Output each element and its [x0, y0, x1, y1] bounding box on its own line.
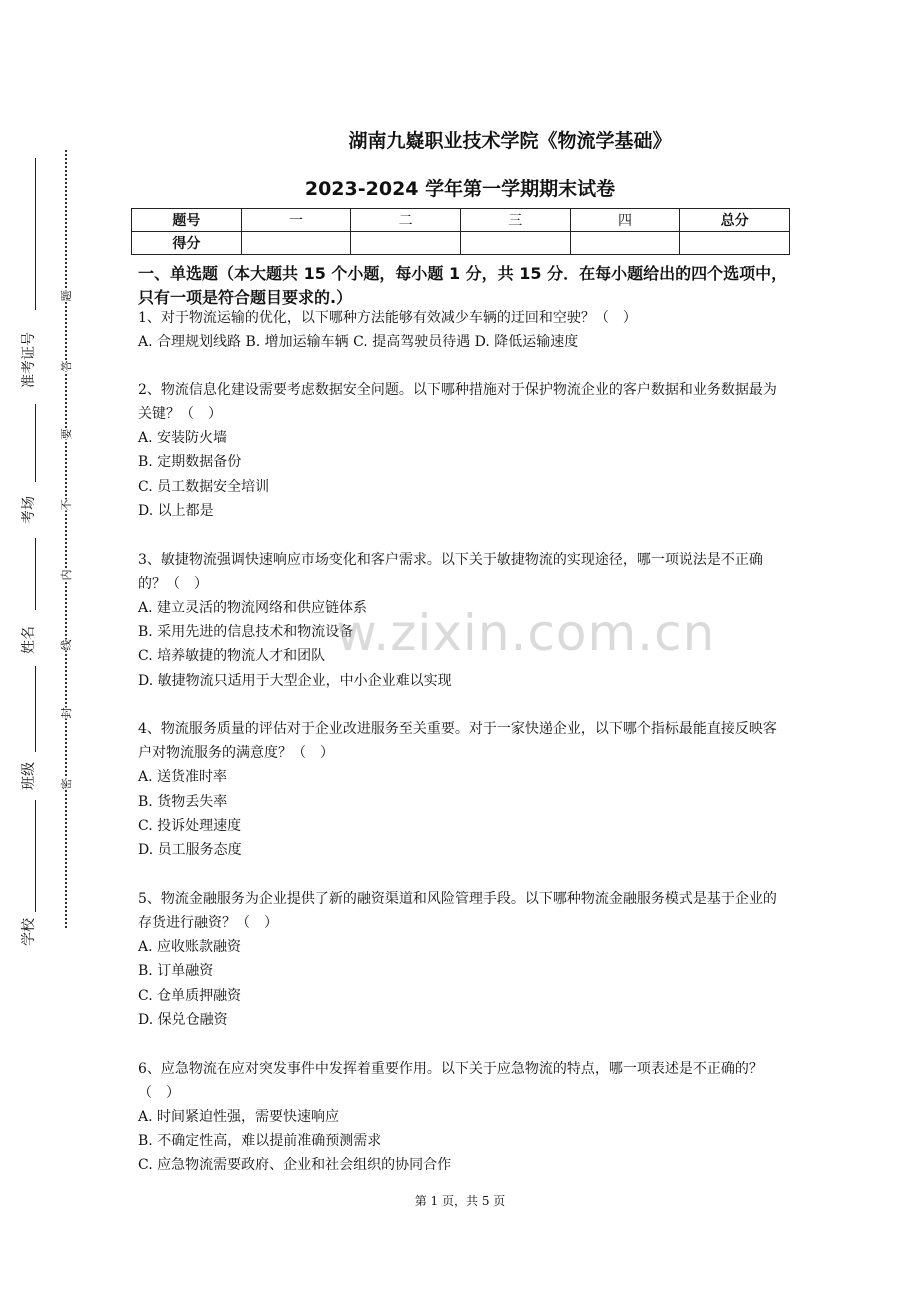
watermark: w.zixin.com.cn: [336, 604, 716, 662]
option: B. 不确定性高，难以提前准确预测需求: [138, 1132, 382, 1149]
seal-dotted-line: [65, 150, 67, 928]
field-line-name: [35, 538, 36, 610]
question: [138, 306, 788, 354]
seal-char: 题: [56, 291, 76, 302]
field-exam-id: 准考证号: [21, 332, 37, 388]
score-table-score-row: [132, 232, 790, 255]
field-name: 姓名: [21, 626, 37, 654]
option: D. 敏捷物流只适用于大型企业，中小企业难以实现: [138, 672, 452, 689]
question-stem: 5、物流金融服务为企业提供了新的融资渠道和风险管理手段。以下哪种物流金融服务模式是基于企业的存货进行融资？（ ）: [138, 890, 777, 931]
option: A. 送货准时率: [138, 769, 228, 786]
question-list: [138, 306, 788, 1202]
seal-char: 封: [56, 708, 76, 719]
seal-char: 不: [56, 500, 76, 511]
seal-char: 答: [56, 361, 76, 372]
option: A. 应收账款融资: [138, 938, 242, 955]
seal-char: 要: [56, 429, 76, 440]
score-cell: [351, 232, 461, 255]
option: C. 仓单质押融资: [138, 987, 242, 1004]
option: C. 员工数据安全培训: [138, 478, 270, 495]
field-line-class: [35, 666, 36, 752]
question: [138, 378, 788, 524]
score-header-cell: 二: [351, 209, 461, 232]
option: A. 时间紧迫性强，需要快速响应: [138, 1108, 340, 1125]
score-table: [131, 208, 790, 255]
seal-char: 内: [56, 570, 76, 581]
section-heading: 一、单选题（本大题共 15 个小题，每小题 1 分，共 15 分．在每小题给出的四个选项中，只有一项是符合题目要求的.）: [138, 264, 788, 307]
field-line-school: [35, 800, 36, 912]
option: C. 投诉处理速度: [138, 818, 242, 835]
option: B. 定期数据备份: [138, 454, 242, 471]
question: [138, 887, 788, 1033]
score-header-cell: 总分: [680, 209, 790, 232]
score-cell: [460, 232, 570, 255]
option: B. 采用先进的信息技术和物流设备: [138, 624, 354, 641]
field-school: 学校: [21, 918, 37, 946]
question: [138, 1057, 788, 1178]
score-cell: [241, 232, 351, 255]
option: C. 培养敏捷的物流人才和团队: [138, 648, 326, 665]
field-line-exam-room: [35, 404, 36, 482]
exam-title: 湖南九嶷职业技术学院《物流学基础》: [348, 130, 672, 152]
option: D. 以上都是: [138, 503, 214, 520]
page-number: 第 1 页，共 5 页: [414, 1194, 506, 1208]
option: D. 保兑仓融资: [138, 1012, 228, 1029]
score-table-header-row: [132, 209, 790, 232]
question-stem: 4、物流服务质量的评估对于企业改进服务至关重要。对于一家快递企业，以下哪个指标最能直接反映客户对物流服务的满意度？（ ）: [138, 721, 777, 762]
score-header-cell: 四: [570, 209, 680, 232]
option: C. 应急物流需要政府、企业和社会组织的协同合作: [138, 1157, 452, 1174]
exam-subtitle: 2023-2024 学年第一学期期末试卷: [304, 178, 616, 200]
option: B. 货物丢失率: [138, 793, 228, 810]
score-header-cell: 题号: [132, 209, 242, 232]
score-cell: [570, 232, 680, 255]
option: A. 安装防火墙: [138, 430, 228, 446]
seal-char: 线: [56, 640, 76, 651]
field-class: 班级: [21, 762, 37, 790]
seal-char: 密: [56, 779, 76, 790]
field-exam-room: 考场: [21, 496, 37, 524]
option: B. 订单融资: [138, 963, 214, 980]
question: [138, 548, 788, 694]
question: [138, 717, 788, 863]
question-stem: 2、物流信息化建设需要考虑数据安全问题。以下哪种措施对于保护物流企业的客户数据和业务数据最为关键？（ ）: [138, 382, 777, 422]
question-options: A. 合理规划线路 B. 增加运输车辆 C. 提高驾驶员待遇 D. 降低运输速度: [138, 334, 579, 350]
score-header-cell: 三: [460, 209, 570, 232]
score-cell: [680, 232, 790, 255]
score-header-cell: 一: [241, 209, 351, 232]
score-row-label: 得分: [132, 232, 242, 255]
option: D. 员工服务态度: [138, 842, 242, 859]
question-stem: 3、敏捷物流强调快速响应市场变化和客户需求。以下关于敏捷物流的实现途径，哪一项说法是不正确的？（ ）: [138, 551, 763, 592]
question-stem: 6、应急物流在应对突发事件中发挥着重要作用。以下关于应急物流的特点，哪一项表述是不正确的？（ ）: [138, 1060, 763, 1101]
question-stem: 1、对于物流运输的优化，以下哪种方法能够有效减少车辆的迂回和空驶？（ ）: [138, 310, 637, 326]
option: A. 建立灵活的物流网络和供应链体系: [138, 599, 368, 616]
